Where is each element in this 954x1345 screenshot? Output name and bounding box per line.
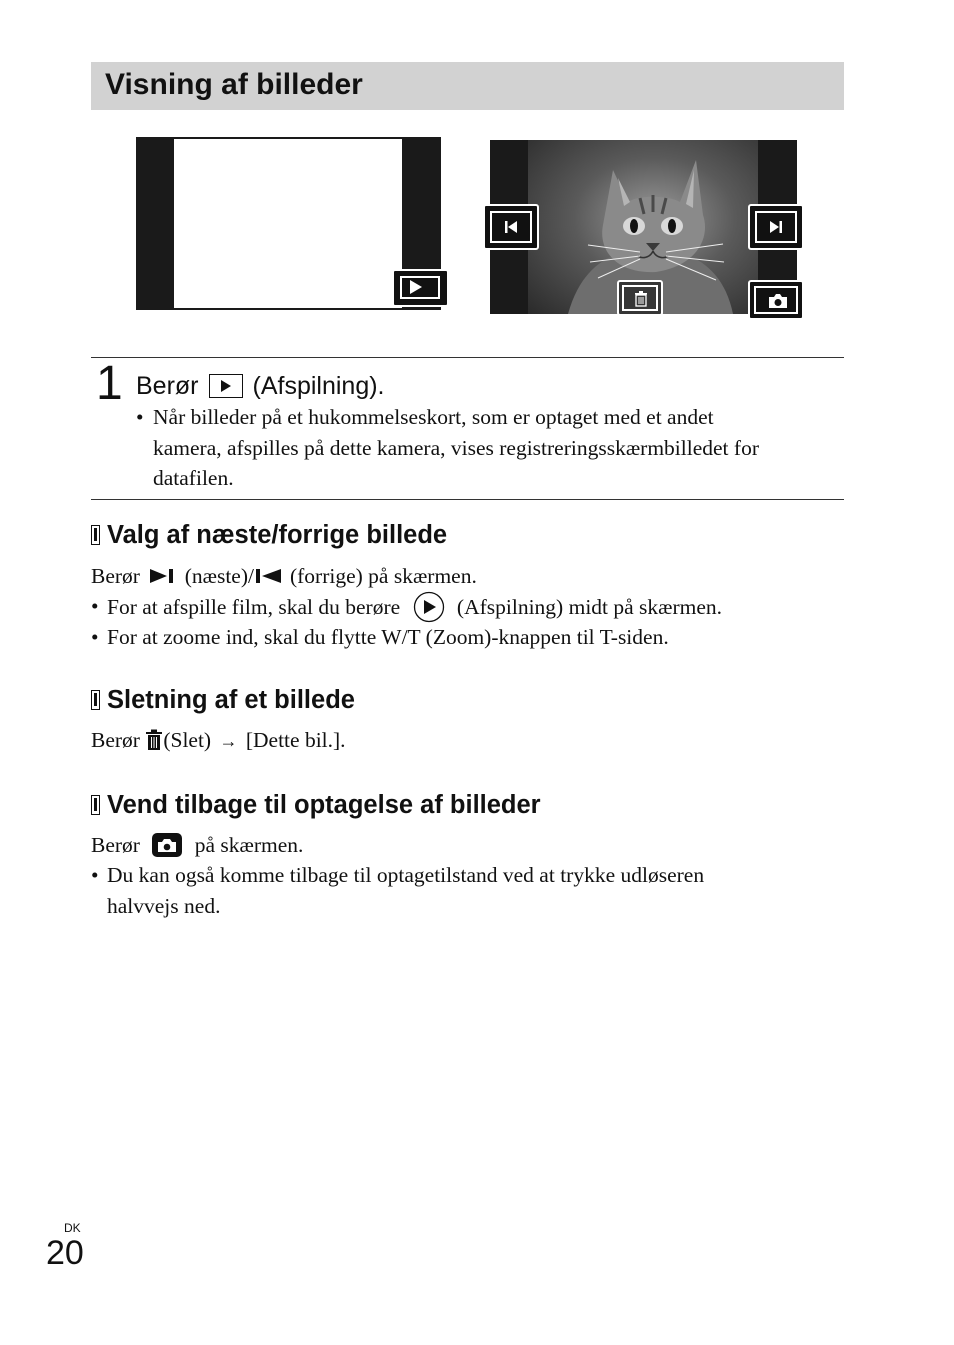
next-icon (767, 219, 785, 235)
next-prev-line-mid: (næste)/ (184, 564, 254, 588)
subheading-delete (91, 686, 355, 715)
trash-icon (145, 729, 163, 751)
section-banner (91, 62, 844, 110)
step-bottom-rule (91, 499, 844, 500)
arrow-icon: → (219, 731, 238, 751)
delete-line-end: [Dette bil.]. (245, 728, 346, 752)
step-title-after: (Afspilning). (252, 372, 385, 400)
step-bullet-line-2: kamera, afspilles på dette kamera, vises registreringsskærmbilledet for (153, 435, 759, 460)
delete-line-after: (Slet) (163, 728, 212, 752)
step-bullet (136, 402, 759, 494)
return-line-before: Berør (91, 833, 140, 857)
step-title (136, 372, 385, 401)
bullet-dot: • (91, 863, 99, 887)
section-title: Visning af billeder (105, 68, 363, 101)
region-label: DK (64, 1221, 81, 1235)
playback-button[interactable] (392, 269, 449, 307)
bullet-dot: • (91, 594, 99, 618)
camera-icon (768, 293, 788, 309)
next-prev-line-before: Berør (91, 564, 140, 588)
step-top-rule (91, 357, 844, 358)
subheading-next-prev (91, 521, 447, 550)
heading-marker (91, 525, 100, 545)
next-prev-line-after: (forrige) på skærmen. (289, 564, 477, 588)
step-title-before: Berør (136, 372, 199, 400)
previous-button[interactable] (483, 204, 539, 250)
next-prev-line (91, 561, 477, 592)
return-line-after: på skærmen. (194, 833, 304, 857)
return-bullet-line-2: halvvejs ned. (107, 894, 221, 918)
delete-line-before: Berør (91, 728, 140, 752)
page-number: 20 (46, 1234, 84, 1272)
delete-line (91, 725, 346, 757)
play-circle-icon (412, 591, 446, 623)
heading-marker (91, 690, 100, 710)
play-icon (408, 279, 424, 295)
bullet2-text: For at zoome ind, skal du flytte W/T (Zoom)-knappen til T-siden. (107, 625, 669, 649)
subheading-return-text: Vend tilbage til optagelse af billeder (107, 791, 541, 819)
step-number: 1 (96, 357, 123, 410)
delete-button[interactable] (617, 280, 663, 316)
subheading-return (91, 791, 541, 820)
bullet1-before: For at afspille film, skal du berøre (107, 595, 401, 619)
subheading-delete-text: Sletning af et billede (107, 686, 355, 714)
step-bullet-line-1: Når billeder på et hukommelseskort, som er optaget med et andet (153, 405, 714, 429)
subheading-next-prev-text: Valg af næste/forrige billede (107, 521, 448, 549)
play-icon (209, 374, 243, 398)
bullet1-after: (Afspilning) midt på skærmen. (456, 595, 723, 619)
return-bullet-line-1: Du kan også komme tilbage til optagetilstand ved at trykke udløseren (107, 863, 705, 887)
bullet-dot: • (91, 625, 99, 649)
next-icon (147, 567, 177, 585)
camera-icon (151, 832, 183, 858)
step-bullet-line-3: datafilen. (153, 466, 234, 490)
return-line (91, 830, 303, 861)
heading-marker (91, 795, 100, 815)
previous-icon (254, 567, 284, 585)
screen-white-area (174, 139, 402, 308)
camera-mode-button[interactable] (748, 280, 804, 320)
bullet-dot: • (136, 405, 144, 429)
next-button[interactable] (748, 204, 804, 250)
previous-icon (502, 219, 520, 235)
trash-icon (633, 290, 649, 308)
